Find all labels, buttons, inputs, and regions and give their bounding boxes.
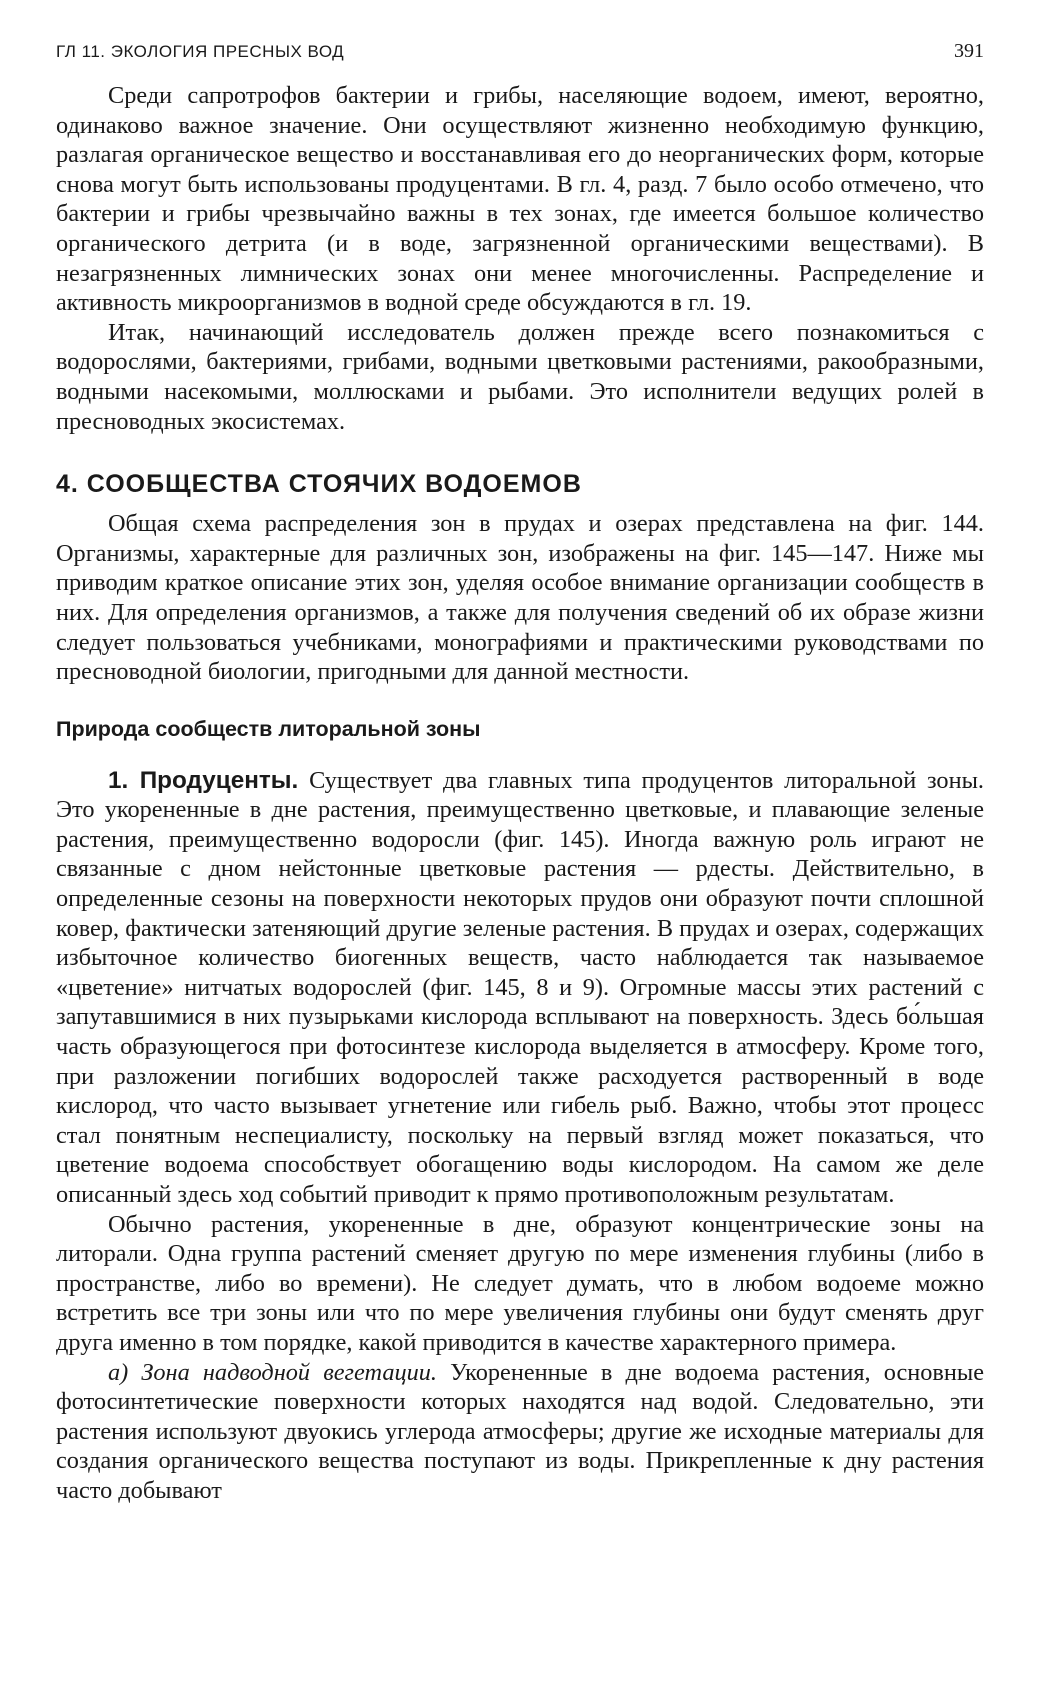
subsection-heading: Природа сообществ литоральной зоны bbox=[56, 716, 481, 741]
paragraph-producers bbox=[56, 766, 984, 1210]
paragraph-zone-a bbox=[56, 1358, 984, 1506]
zone-a-lead: а) Зона надводной вегетации. bbox=[108, 1358, 437, 1386]
chapter-title: ГЛ 11. ЭКОЛОГИЯ ПРЕСНЫХ ВОД bbox=[56, 42, 345, 61]
running-header bbox=[56, 40, 984, 63]
book-page bbox=[56, 40, 984, 1506]
producers-lead: 1. Продуценты. bbox=[108, 766, 299, 794]
zone-a-text: Укорененные в дне водоема растения, основные фотосинтетические поверхности которых находятся над водой. Следовательно, эти растения используют двуокись углерода атмосферы; другие же исходные материалы для создания органического вещества поступают из воды. Прикрепленные к дну растения часто добывают bbox=[56, 1358, 984, 1504]
paragraph-beginner: Итак, начинающий исследователь должен прежде всего познакомиться с водорослями, бактериями, грибами, водными цветковыми растениями, ракообразными, водными насекомыми, моллюсками и рыбами. Это исполнители ведущих ролей в пресноводных экосистемах. bbox=[56, 318, 984, 435]
paragraph-zones: Обычно растения, укорененные в дне, образуют концентрические зоны на литорали. Одна группа растений сменяет другую по мере изменения глубины (либо в пространстве, либо во времени). Не следует думать, что в любом водоеме можно встретить все три зоны или что по мере увеличения глубины они будут сменять друг друга именно в том порядке, какой приводится в качестве характерного примера. bbox=[56, 1210, 984, 1356]
paragraph-saprotrophs: Среди сапротрофов бактерии и грибы, населяющие водоем, имеют, вероятно, одинаково важное значение. Они осуществляют жизненно необходимую функцию, разлагая органическое вещество и восстанавливая его до неорганических форм, которые снова могут быть использованы продуцентами. В гл. 4, разд. 7 было особо отмечено, что бактерии и грибы чрезвычайно важны в тех зонах, где имеется большое количество органического детрита (и в воде, загрязненной органическими веществами). В незагрязненных лимнических зонах они менее многочисленны. Распределение и активность микроорганизмов в водной среде обсуждаются в гл. 19. bbox=[56, 82, 984, 317]
page-number: 391 bbox=[954, 40, 984, 62]
producers-text: Существует два главных типа продуцентов литоральной зоны. Это укорененные в дне растения, преимущественно цветковые, и плавающие зеленые растения, преимущественно водоросли (фиг. 145). Иногда важную роль играют не связанные с дном нейстонные цветковые растения — рдесты. Действительно, в определенные сезоны на поверхности некоторых прудов они образуют почти сплошной ковер, фактически затеняющий другие зеленые растения. В прудах и озерах, содержащих избыточное количество биогенных веществ, часто наблюдается так называемое «цветение» нитчатых водорослей (фиг. 145, 8 и 9). Огромные массы этих растений с запутавшимися в них пузырьками кислорода всплывают на поверхность. Здесь бо́льшая часть образующегося при фотосинтезе кислорода выделяется в атмосферу. Кроме того, при разложении погибших водорослей также расходуется растворенный в воде кислород, что часто вызывает угнетение или гибель рыб. Важно, чтобы этот процесс стал понятным неспециалисту, поскольку на первый взгляд может показаться, что цветение водоема способствует обогащению воды кислородом. На самом же деле описанный здесь ход событий приводит к прямо противоположным результатам. bbox=[56, 766, 984, 1208]
section-heading: 4. СООБЩЕСТВА СТОЯЧИХ ВОДОЕМОВ bbox=[56, 470, 582, 499]
paragraph-section-intro: Общая схема распределения зон в прудах и озерах представлена на фиг. 144. Организмы, характерные для различных зон, изображены на фиг. 145—147. Ниже мы приводим краткое описание этих зон, уделяя особое внимание организации сообществ в них. Для определения организмов, а также для получения сведений об их образе жизни следует пользоваться учебниками, монографиями и практическими руководствами по пресноводной биологии, пригодными для данной местности. bbox=[56, 510, 984, 686]
